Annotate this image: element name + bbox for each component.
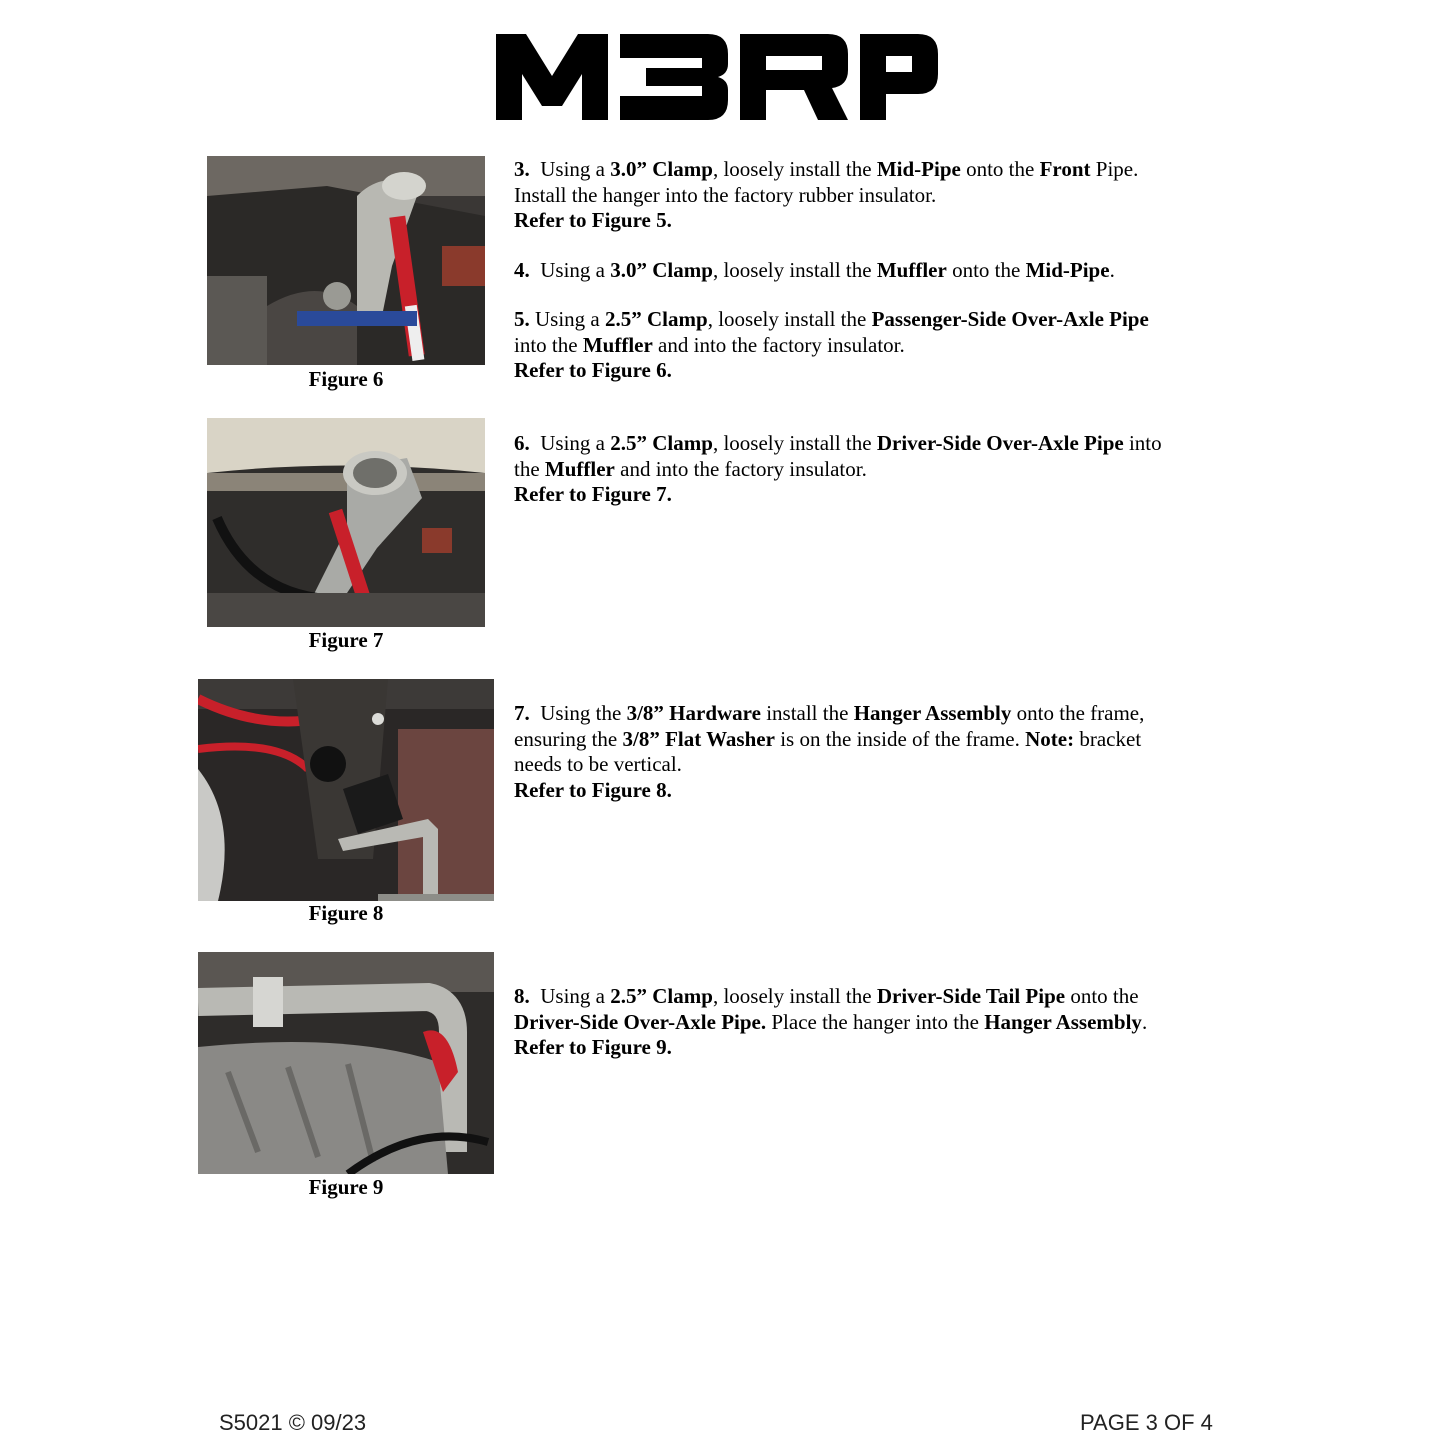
step-7-reference: Refer to Figure 8. [514, 777, 672, 802]
step-5-line-1: 5. Using a 2.5” Clamp, loosely install the Passenger-Side Over-Axle Pipe [514, 307, 1149, 331]
step-7-line-1: 7. Using the 3/8” Hardware install the Hanger Assembly onto the frame, [514, 701, 1145, 725]
steps-3-to-5 [514, 157, 1214, 384]
step-3-line-1: 3. Using a 3.0” Clamp, loosely install the Mid-Pipe onto the Front Pipe. [514, 157, 1139, 181]
step-5-reference: Refer to Figure 6. [514, 358, 672, 382]
step-6 [514, 431, 1214, 508]
footer-page-number: PAGE 3 OF 4 [1080, 1410, 1213, 1435]
step-4: 4. Using a 3.0” Clamp, loosely install the Muffler onto the Mid-Pipe. [514, 257, 1115, 282]
step-8-line-2: Driver-Side Over-Axle Pipe. Place the hanger into the Hanger Assembly. [514, 1009, 1148, 1034]
step-6-line-1: 6. Using a 2.5” Clamp, loosely install the Driver-Side Over-Axle Pipe into [514, 431, 1162, 455]
step-8-reference: Refer to Figure 9. [514, 1035, 672, 1059]
figure-6-photo [207, 156, 485, 365]
step-6-line-2: the Muffler and into the factory insulator. [514, 456, 867, 481]
figure-6-caption: Figure 6 [308, 367, 384, 391]
figure-8-photo [198, 679, 494, 901]
figure-7-photo [207, 418, 485, 627]
step-3-line-2: Install the hanger into the factory rubber insulator. [514, 182, 937, 207]
step-8 [514, 984, 1214, 1061]
step-3-reference: Refer to Figure 5. [514, 208, 672, 232]
step-7-line-2: ensuring the 3/8” Flat Washer is on the inside of the frame. Note: bracket [514, 726, 1142, 751]
figure-9-caption: Figure 9 [308, 1175, 384, 1199]
step-7-line-3: needs to be vertical. [514, 752, 682, 776]
figure-8-caption: Figure 8 [308, 901, 384, 925]
mbrp-logo [496, 34, 938, 120]
step-8-line-1: 8. Using a 2.5” Clamp, loosely install the Driver-Side Tail Pipe onto the [514, 984, 1139, 1008]
figure-9-photo [198, 952, 494, 1174]
figure-7-caption: Figure 7 [308, 628, 384, 652]
step-5-line-2: into the Muffler and into the factory insulator. [514, 332, 905, 357]
step-6-reference: Refer to Figure 7. [514, 482, 672, 506]
footer-document-code: S5021 © 09/23 [219, 1410, 367, 1435]
step-7 [514, 701, 1214, 803]
